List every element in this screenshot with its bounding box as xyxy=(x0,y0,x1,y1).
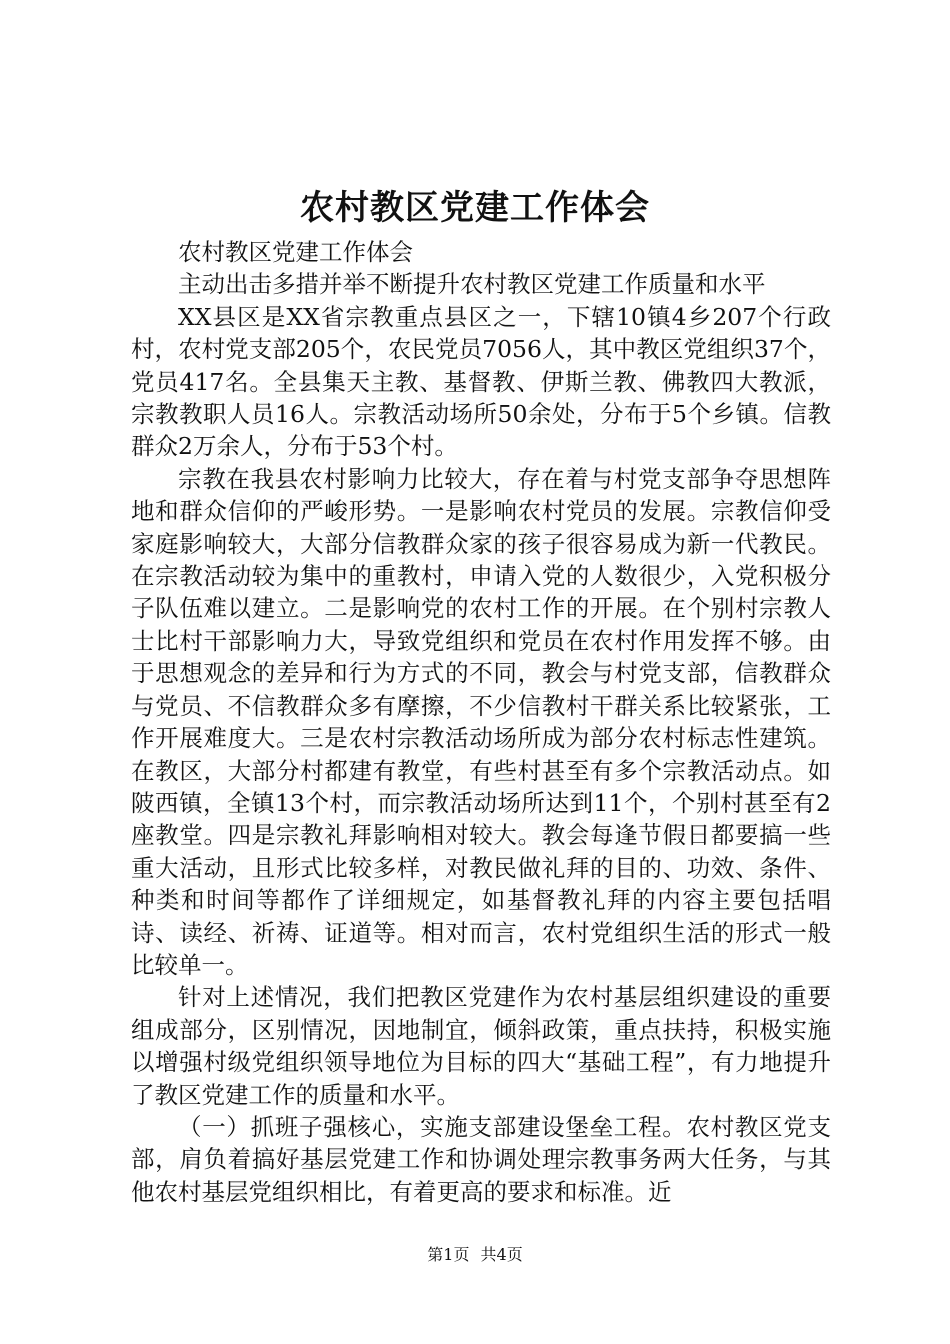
document-title: 农村教区党建工作体会 xyxy=(300,188,650,228)
page-number-current: 第1页 xyxy=(427,1245,470,1264)
paragraph-subtitle: 主动出击多措并举不断提升农村教区党建工作质量和水平 xyxy=(178,270,766,299)
paragraph-overview: XX县区是XX省宗教重点县区之一，下辖10镇4乡207个行政村，农村党支部205个，农民党员7056人，其中教区党组织37个，党员417名。全县集天主教、基督教、伊斯兰教、佛教四大教派，宗教教职人员16人。宗教活动场所50余处，分布于5个乡镇。信教群众2万余人，分布于53个村。 xyxy=(131,302,831,461)
paragraph-section-one: （一）抓班子强核心，实施支部建设堡垒工程。农村教区党支部，肩负着搞好基层党建工作和协调处理宗教事务两大任务，与其他农村基层党组织相比，有着更高的要求和标准。近 xyxy=(131,1112,831,1206)
paragraph-approach: 针对上述情况，我们把教区党建作为农村基层组织建设的重要组成部分，区别情况，因地制宜，倾斜政策，重点扶持，积极实施以增强村级党组织领导地位为目标的四大“基础工程”，有力地提升了教区党建工作的质量和水平。 xyxy=(131,983,831,1109)
paragraph-situation: 宗教在我县农村影响力比较大，存在着与村党支部争夺思想阵地和群众信仰的严峻形势。一是影响农村党员的发展。宗教信仰受家庭影响较大，大部分信教群众家的孩子很容易成为新一代教民。在宗教活动较为集中的重教村，申请入党的人数很少，入党积极分子队伍难以建立。二是影响党的农村工作的开展。在个别村宗教人士比村干部影响力大，导致党组织和党员在农村作用发挥不够。由于思想观念的差异和行为方式的不同，教会与村党支部，信教群众与党员、不信教群众多有摩擦，不少信教村干群关系比较紧张，工作开展难度大。三是农村宗教活动场所成为部分农村标志性建筑。在教区，大部分村都建有教堂，有些村甚至有多个宗教活动点。如陂西镇，全镇13个村，而宗教活动场所达到11个，个别村甚至有2座教堂。四是宗教礼拜影响相对较大。教会每逢节假日都要搞一些重大活动，且形式比较多样，对教民做礼拜的目的、功效、条件、种类和时间等都作了详细规定，如基督教礼拜的内容主要包括唱诗、读经、祈祷、证道等。相对而言，农村党组织生活的形式一般比较单一。 xyxy=(131,464,831,979)
page-footer xyxy=(0,1243,950,1267)
document-body xyxy=(131,236,831,1208)
page-number-total: 共4页 xyxy=(480,1245,523,1264)
paragraph-heading: 农村教区党建工作体会 xyxy=(178,238,413,266)
